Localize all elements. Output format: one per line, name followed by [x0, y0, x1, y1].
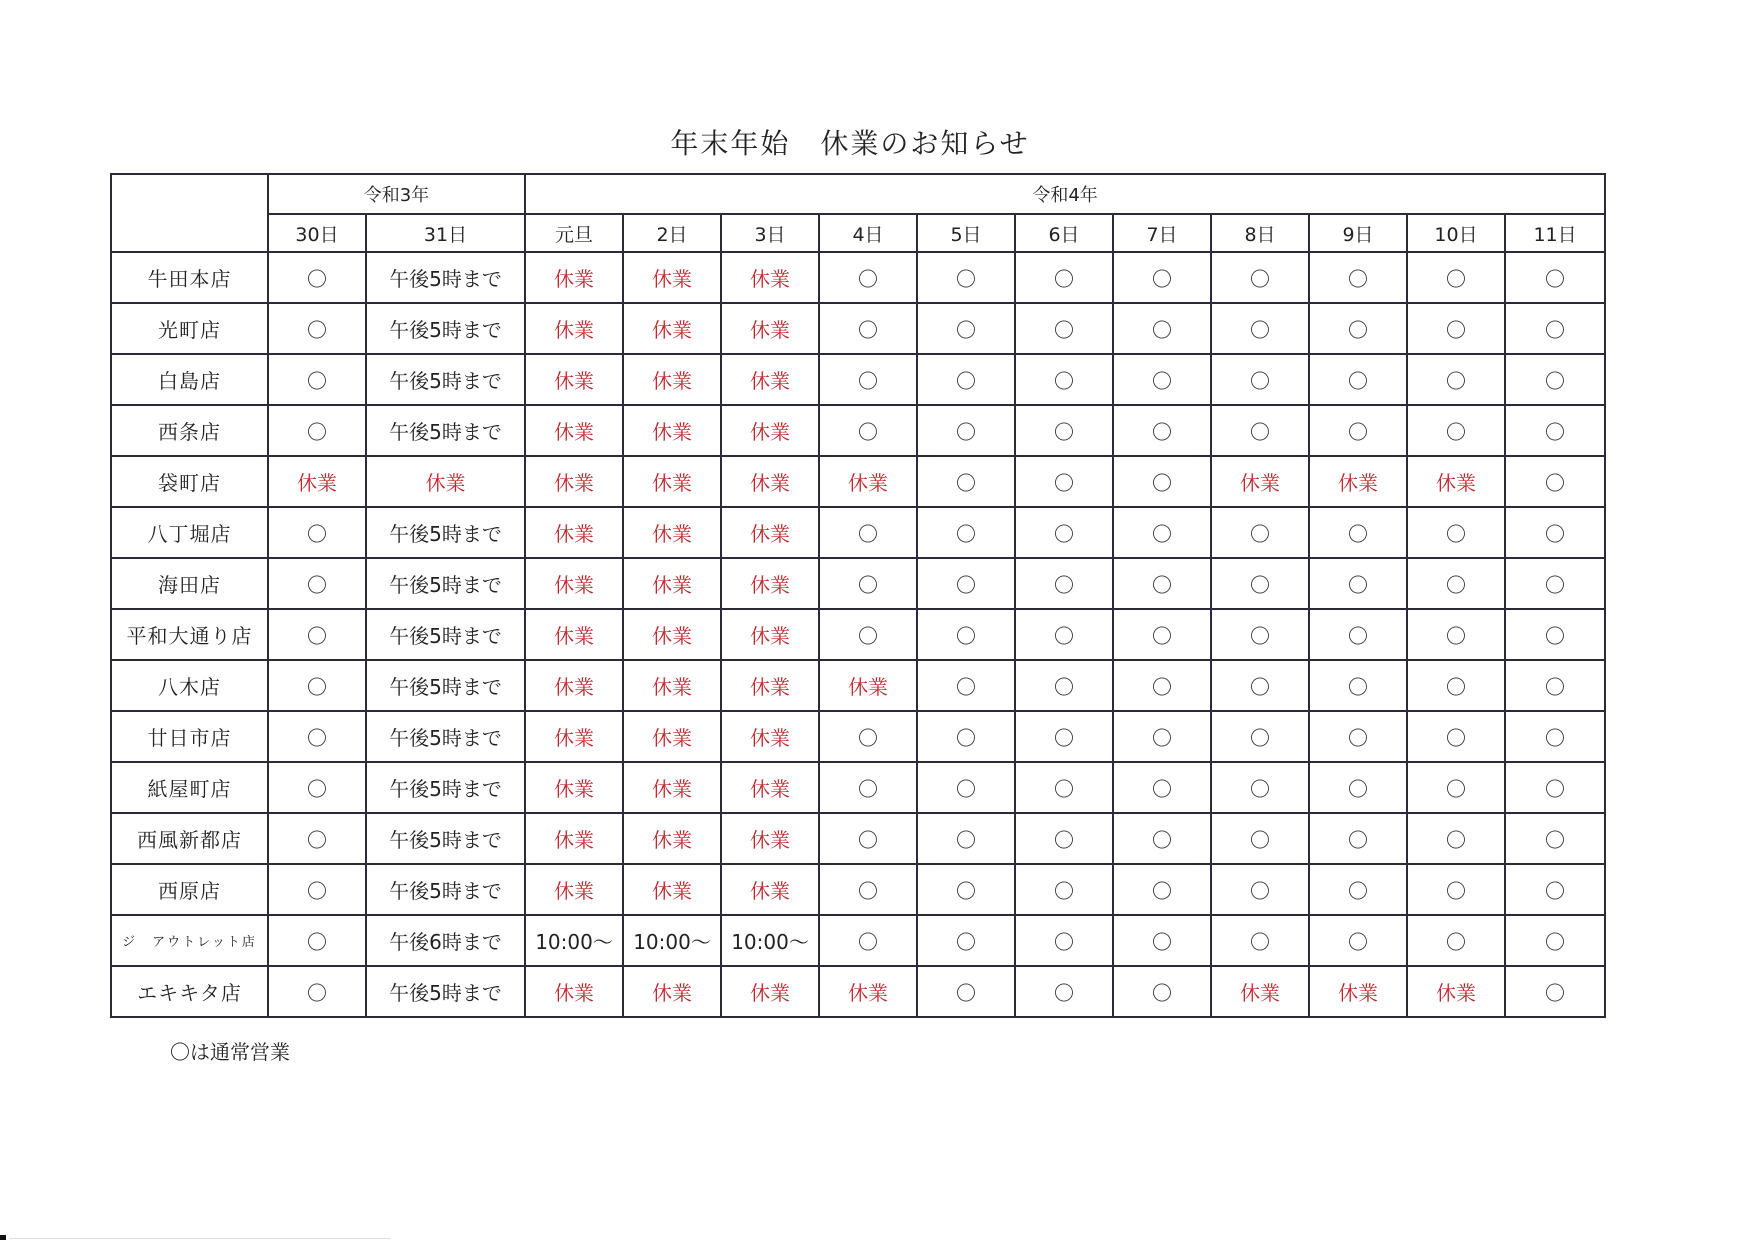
open-mark: 〇	[1505, 303, 1605, 354]
closed-cell: 休業	[721, 456, 819, 507]
store-name: 海田店	[111, 558, 268, 609]
open-mark: 〇	[1211, 507, 1309, 558]
holiday-schedule-table	[110, 173, 1606, 1018]
closed-cell: 休業	[623, 456, 721, 507]
open-mark: 〇	[1015, 252, 1113, 303]
store-name: 廿日市店	[111, 711, 268, 762]
store-name: 袋町店	[111, 456, 268, 507]
store-rows	[111, 252, 1605, 1017]
table-row	[111, 813, 1605, 864]
store-name: 西原店	[111, 864, 268, 915]
open-mark: 〇	[1113, 864, 1211, 915]
closed-cell: 休業	[623, 252, 721, 303]
store-name: 西条店	[111, 405, 268, 456]
day-header: 5日	[917, 214, 1015, 252]
closed-cell: 休業	[525, 354, 623, 405]
open-mark: 〇	[1505, 456, 1605, 507]
closed-cell: 休業	[623, 864, 721, 915]
table-row	[111, 711, 1605, 762]
day-header: 8日	[1211, 214, 1309, 252]
open-mark: 〇	[1211, 609, 1309, 660]
open-mark: 〇	[1211, 864, 1309, 915]
open-mark: 〇	[1015, 660, 1113, 711]
open-mark: 〇	[819, 762, 917, 813]
open-mark: 〇	[1015, 609, 1113, 660]
closed-cell: 休業	[623, 813, 721, 864]
closed-cell: 休業	[623, 303, 721, 354]
closed-cell: 休業	[721, 558, 819, 609]
open-mark: 〇	[819, 354, 917, 405]
open-mark: 〇	[1505, 762, 1605, 813]
open-mark: 〇	[1309, 915, 1407, 966]
open-mark: 〇	[1309, 813, 1407, 864]
open-mark: 〇	[819, 252, 917, 303]
closed-cell: 休業	[721, 252, 819, 303]
closed-cell: 休業	[721, 762, 819, 813]
corner-cell	[111, 174, 268, 252]
table-row	[111, 507, 1605, 558]
open-mark: 〇	[268, 660, 366, 711]
day-header: 3日	[721, 214, 819, 252]
store-name: 白島店	[111, 354, 268, 405]
closed-cell: 休業	[525, 966, 623, 1017]
open-mark: 〇	[1113, 507, 1211, 558]
table-row	[111, 405, 1605, 456]
closed-cell: 休業	[525, 813, 623, 864]
open-mark: 〇	[1309, 711, 1407, 762]
hours-cell: 午後5時まで	[366, 252, 525, 303]
open-mark: 〇	[1505, 507, 1605, 558]
open-mark: 〇	[268, 915, 366, 966]
hours-cell: 午後5時まで	[366, 303, 525, 354]
open-mark: 〇	[1309, 762, 1407, 813]
closed-cell: 休業	[525, 660, 623, 711]
closed-cell: 休業	[525, 711, 623, 762]
closed-cell: 休業	[525, 507, 623, 558]
closed-cell: 休業	[721, 303, 819, 354]
open-mark: 〇	[1505, 660, 1605, 711]
open-mark: 〇	[917, 558, 1015, 609]
open-mark: 〇	[1015, 864, 1113, 915]
day-header: 30日	[268, 214, 366, 252]
closed-cell: 休業	[721, 354, 819, 405]
open-mark: 〇	[1309, 864, 1407, 915]
closed-cell: 休業	[623, 762, 721, 813]
open-mark: 〇	[268, 405, 366, 456]
closed-cell: 休業	[1407, 966, 1505, 1017]
open-mark: 〇	[917, 813, 1015, 864]
table-row	[111, 252, 1605, 303]
open-mark: 〇	[1407, 252, 1505, 303]
open-mark: 〇	[819, 303, 917, 354]
open-mark: 〇	[1015, 456, 1113, 507]
open-mark: 〇	[1505, 405, 1605, 456]
open-mark: 〇	[268, 813, 366, 864]
closed-cell: 休業	[1309, 456, 1407, 507]
open-mark: 〇	[1407, 660, 1505, 711]
hours-cell: 午後5時まで	[366, 813, 525, 864]
open-mark: 〇	[1113, 405, 1211, 456]
day-header: 11日	[1505, 214, 1605, 252]
open-mark: 〇	[1505, 558, 1605, 609]
open-mark: 〇	[917, 966, 1015, 1017]
open-mark: 〇	[268, 303, 366, 354]
open-mark: 〇	[1309, 660, 1407, 711]
open-mark: 〇	[917, 456, 1015, 507]
open-mark: 〇	[1407, 405, 1505, 456]
open-mark: 〇	[268, 864, 366, 915]
open-mark: 〇	[1015, 966, 1113, 1017]
era-reiwa3: 令和3年	[268, 174, 525, 214]
closed-cell: 休業	[721, 966, 819, 1017]
open-mark: 〇	[1211, 711, 1309, 762]
table-row	[111, 354, 1605, 405]
table-row	[111, 966, 1605, 1017]
closed-cell: 休業	[819, 660, 917, 711]
closed-cell: 休業	[721, 405, 819, 456]
closed-cell: 休業	[721, 711, 819, 762]
open-mark: 〇	[1015, 915, 1113, 966]
closed-cell: 休業	[623, 609, 721, 660]
store-name: エキキタ店	[111, 966, 268, 1017]
open-mark: 〇	[1505, 813, 1605, 864]
closed-cell: 休業	[819, 966, 917, 1017]
store-name: 光町店	[111, 303, 268, 354]
open-mark: 〇	[1407, 915, 1505, 966]
open-mark: 〇	[819, 915, 917, 966]
open-mark: 〇	[1505, 966, 1605, 1017]
open-mark: 〇	[1015, 762, 1113, 813]
open-mark: 〇	[268, 966, 366, 1017]
open-mark: 〇	[917, 864, 1015, 915]
store-name: 八丁堀店	[111, 507, 268, 558]
open-mark: 〇	[917, 507, 1015, 558]
open-mark: 〇	[917, 660, 1015, 711]
closed-cell: 休業	[721, 660, 819, 711]
open-mark: 〇	[1505, 711, 1605, 762]
open-mark: 〇	[819, 558, 917, 609]
closed-cell: 休業	[721, 507, 819, 558]
open-mark: 〇	[819, 711, 917, 762]
closed-cell: 休業	[525, 864, 623, 915]
open-mark: 〇	[1113, 660, 1211, 711]
open-mark: 〇	[1407, 303, 1505, 354]
open-mark: 〇	[1505, 252, 1605, 303]
closed-cell: 休業	[623, 405, 721, 456]
open-mark: 〇	[1407, 711, 1505, 762]
hours-cell: 10:00～	[721, 915, 819, 966]
open-mark: 〇	[1015, 711, 1113, 762]
open-mark: 〇	[1113, 252, 1211, 303]
day-header: 10日	[1407, 214, 1505, 252]
era-header-row	[111, 174, 1605, 214]
open-mark: 〇	[917, 762, 1015, 813]
open-mark: 〇	[1015, 354, 1113, 405]
hours-cell: 10:00～	[623, 915, 721, 966]
open-mark: 〇	[1505, 864, 1605, 915]
hours-cell: 午後5時まで	[366, 558, 525, 609]
open-mark: 〇	[268, 762, 366, 813]
closed-cell: 休業	[525, 762, 623, 813]
open-mark: 〇	[1211, 915, 1309, 966]
page-title: 年末年始 休業のお知らせ	[670, 127, 1030, 160]
open-mark: 〇	[1211, 762, 1309, 813]
closed-cell: 休業	[623, 660, 721, 711]
hours-cell: 午後5時まで	[366, 864, 525, 915]
open-mark: 〇	[268, 507, 366, 558]
hours-cell: 午後5時まで	[366, 762, 525, 813]
table-row	[111, 762, 1605, 813]
day-header: 2日	[623, 214, 721, 252]
closed-cell: 休業	[721, 813, 819, 864]
open-mark: 〇	[1505, 354, 1605, 405]
closed-cell: 休業	[819, 456, 917, 507]
open-mark: 〇	[1113, 303, 1211, 354]
open-mark: 〇	[1211, 354, 1309, 405]
open-mark: 〇	[268, 711, 366, 762]
closed-cell: 休業	[268, 456, 366, 507]
store-name: 平和大通り店	[111, 609, 268, 660]
closed-cell: 休業	[623, 558, 721, 609]
closed-cell: 休業	[1407, 456, 1505, 507]
day-header: 4日	[819, 214, 917, 252]
store-name: ジ アウトレット店	[111, 915, 268, 966]
open-mark: 〇	[1309, 405, 1407, 456]
open-mark: 〇	[1407, 864, 1505, 915]
hours-cell: 午後5時まで	[366, 660, 525, 711]
legend-note: 〇は通常営業	[170, 1040, 290, 1064]
open-mark: 〇	[917, 354, 1015, 405]
day-header: 7日	[1113, 214, 1211, 252]
hours-cell: 午後6時まで	[366, 915, 525, 966]
day-header-row	[111, 214, 1605, 252]
open-mark: 〇	[1113, 966, 1211, 1017]
closed-cell: 休業	[525, 609, 623, 660]
closed-cell: 休業	[525, 558, 623, 609]
table-row	[111, 609, 1605, 660]
table-row	[111, 864, 1605, 915]
day-header: 9日	[1309, 214, 1407, 252]
hours-cell: 午後5時まで	[366, 405, 525, 456]
closed-cell: 休業	[1211, 456, 1309, 507]
open-mark: 〇	[1113, 609, 1211, 660]
table-row	[111, 558, 1605, 609]
open-mark: 〇	[1015, 813, 1113, 864]
open-mark: 〇	[1407, 609, 1505, 660]
closed-cell: 休業	[721, 864, 819, 915]
open-mark: 〇	[1309, 252, 1407, 303]
open-mark: 〇	[1015, 558, 1113, 609]
open-mark: 〇	[1113, 711, 1211, 762]
open-mark: 〇	[1407, 813, 1505, 864]
closed-cell: 休業	[525, 405, 623, 456]
open-mark: 〇	[917, 252, 1015, 303]
open-mark: 〇	[1309, 303, 1407, 354]
closed-cell: 休業	[525, 252, 623, 303]
open-mark: 〇	[1113, 354, 1211, 405]
open-mark: 〇	[1309, 507, 1407, 558]
open-mark: 〇	[268, 609, 366, 660]
open-mark: 〇	[1015, 507, 1113, 558]
open-mark: 〇	[917, 711, 1015, 762]
open-mark: 〇	[819, 813, 917, 864]
open-mark: 〇	[1407, 507, 1505, 558]
open-mark: 〇	[268, 558, 366, 609]
store-name: 牛田本店	[111, 252, 268, 303]
open-mark: 〇	[1211, 252, 1309, 303]
open-mark: 〇	[917, 609, 1015, 660]
open-mark: 〇	[917, 405, 1015, 456]
table-row	[111, 660, 1605, 711]
open-mark: 〇	[1015, 303, 1113, 354]
open-mark: 〇	[819, 864, 917, 915]
closed-cell: 休業	[721, 609, 819, 660]
open-mark: 〇	[1407, 558, 1505, 609]
hours-cell: 午後5時まで	[366, 711, 525, 762]
open-mark: 〇	[1113, 762, 1211, 813]
store-name: 西風新都店	[111, 813, 268, 864]
open-mark: 〇	[1407, 354, 1505, 405]
closed-cell: 休業	[623, 711, 721, 762]
closed-cell: 休業	[1211, 966, 1309, 1017]
open-mark: 〇	[1113, 915, 1211, 966]
closed-cell: 休業	[623, 966, 721, 1017]
era-reiwa4: 令和4年	[525, 174, 1605, 214]
open-mark: 〇	[1211, 303, 1309, 354]
open-mark: 〇	[1113, 813, 1211, 864]
open-mark: 〇	[1211, 660, 1309, 711]
table-row	[111, 915, 1605, 966]
scan-mark	[0, 1235, 6, 1240]
store-name: 紙屋町店	[111, 762, 268, 813]
scan-line	[10, 1238, 390, 1239]
open-mark: 〇	[1015, 405, 1113, 456]
table-row	[111, 303, 1605, 354]
open-mark: 〇	[917, 915, 1015, 966]
open-mark: 〇	[819, 405, 917, 456]
open-mark: 〇	[1113, 456, 1211, 507]
closed-cell: 休業	[1309, 966, 1407, 1017]
hours-cell: 午後5時まで	[366, 507, 525, 558]
open-mark: 〇	[268, 354, 366, 405]
open-mark: 〇	[1309, 354, 1407, 405]
open-mark: 〇	[1309, 558, 1407, 609]
open-mark: 〇	[1309, 609, 1407, 660]
table-row	[111, 456, 1605, 507]
open-mark: 〇	[1211, 558, 1309, 609]
open-mark: 〇	[268, 252, 366, 303]
day-header: 元旦	[525, 214, 623, 252]
day-header: 6日	[1015, 214, 1113, 252]
hours-cell: 10:00～	[525, 915, 623, 966]
hours-cell: 午後5時まで	[366, 609, 525, 660]
hours-cell: 午後5時まで	[366, 966, 525, 1017]
closed-cell: 休業	[525, 303, 623, 354]
open-mark: 〇	[819, 609, 917, 660]
closed-cell: 休業	[623, 507, 721, 558]
closed-cell: 休業	[623, 354, 721, 405]
hours-cell: 午後5時まで	[366, 354, 525, 405]
open-mark: 〇	[917, 303, 1015, 354]
open-mark: 〇	[1113, 558, 1211, 609]
closed-cell: 休業	[366, 456, 525, 507]
open-mark: 〇	[819, 507, 917, 558]
open-mark: 〇	[1505, 609, 1605, 660]
open-mark: 〇	[1407, 762, 1505, 813]
day-header: 31日	[366, 214, 525, 252]
open-mark: 〇	[1211, 405, 1309, 456]
store-name: 八木店	[111, 660, 268, 711]
open-mark: 〇	[1505, 915, 1605, 966]
open-mark: 〇	[1211, 813, 1309, 864]
closed-cell: 休業	[525, 456, 623, 507]
